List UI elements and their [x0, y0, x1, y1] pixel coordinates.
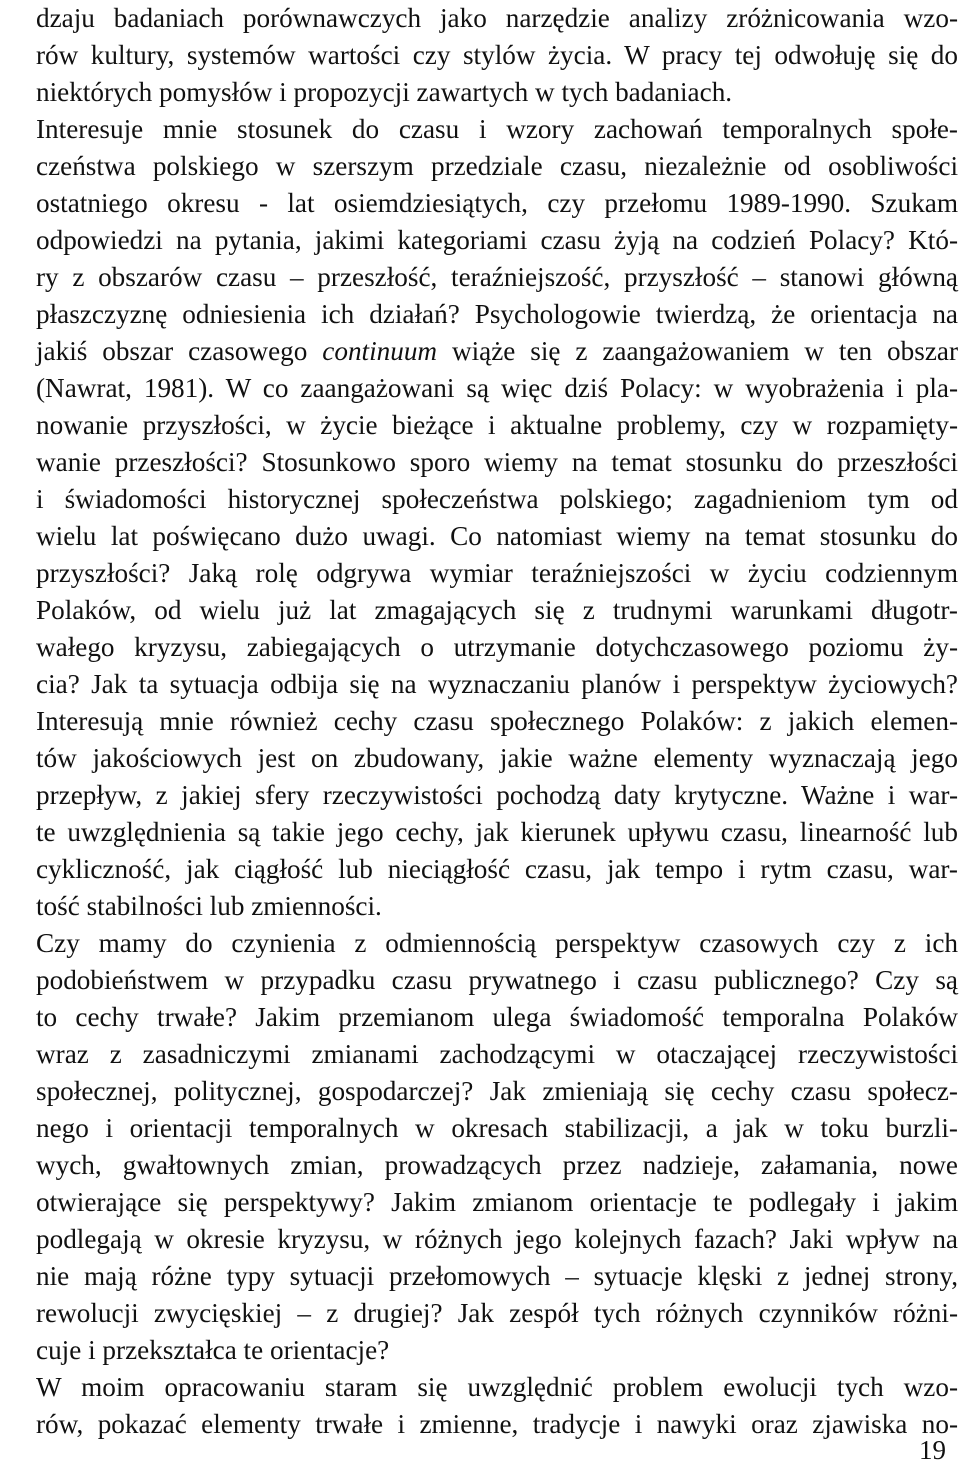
text-line: rów, pokazać elementy trwałe i zmienne, tradycje i nawyki oraz zjawiska no-: [36, 1409, 958, 1439]
body-text: [36, 0, 958, 1443]
text-line: dzaju badaniach porównawczych jako narzędzie analizy zróżnicowania wzo-: [36, 3, 958, 33]
text-line: społecznej, politycznej, gospodarczej? Jak zmieniają się cechy czasu społecz-: [36, 1076, 958, 1106]
text-line: Polaków, od wielu już lat zmagających się z trudnymi warunkami długotr-: [36, 595, 958, 625]
text-line: podlegają w okresie kryzysu, w różnych jego kolejnych fazach? Jaki wpływ na: [36, 1224, 958, 1254]
text-line: rów kultury, systemów wartości czy stylów życia. W pracy tej odwołuję się do: [36, 40, 958, 70]
text-line: podobieństwem w przypadku czasu prywatnego i czasu publicznego? Czy są: [36, 965, 958, 995]
text-line: to cechy trwałe? Jakim przemianom ulega świadomość temporalna Polaków: [36, 1002, 958, 1032]
text-line: Interesuje mnie stosunek do czasu i wzory zachowań temporalnych społe-: [36, 114, 958, 144]
text-line: wielu lat poświęcano dużo uwagi. Co natomiast wiemy na temat stosunku do: [36, 521, 958, 551]
text-line: wanie przeszłości? Stosunkowo sporo wiemy na temat stosunku do przeszłości: [36, 447, 958, 477]
text-line: nowanie przyszłości, w życie bieżące i aktualne problemy, czy w rozpamięty-: [36, 410, 958, 440]
text-line: cia? Jak ta sytuacja odbija się na wyznaczaniu planów i perspektyw życiowych?: [36, 669, 958, 699]
text-line: wraz z zasadniczymi zmianami zachodzącymi w otaczającej rzeczywistości: [36, 1039, 958, 1069]
text-line: rewolucji zwycięskiej – z drugiej? Jak zespół tych różnych czynników różni-: [36, 1298, 958, 1328]
text-line: nego i orientacji temporalnych w okresach stabilizacji, a jak w toku burzli-: [36, 1113, 958, 1143]
text-segment: jakiś obszar czasowego: [36, 336, 323, 366]
text-line: Interesują mnie również cechy czasu społecznego Polaków: z jakich elemen-: [36, 706, 958, 736]
text-line: wych, gwałtownych zmian, prowadzących przez nadzieje, załamania, nowe: [36, 1150, 958, 1180]
text-line: te uwzględnienia są takie jego cechy, jak kierunek upływu czasu, linearność lub: [36, 817, 958, 847]
text-line: odpowiedzi na pytania, jakimi kategoriami czasu żyją na codzień Polacy? Któ-: [36, 225, 958, 255]
text-line: [36, 333, 958, 370]
text-line: tość stabilności lub zmienności.: [36, 891, 382, 921]
text-line: cykliczność, jak ciągłość lub nieciągłość czasu, jak tempo i rytm czasu, war-: [36, 854, 958, 884]
text-line: nie mają różne typy sytuacji przełomowych – sytuacje klęski z jednej strony,: [36, 1261, 958, 1291]
text-line: przepływ, z jakiej sfery rzeczywistości pochodzą daty krytyczne. Ważne i war-: [36, 780, 958, 810]
text-line: ostatniego okresu - lat osiemdziesiątych, czy przełomu 1989-1990. Szukam: [36, 188, 958, 218]
text-line: W moim opracowaniu staram się uwzględnić problem ewolucji tych wzo-: [36, 1372, 958, 1402]
text-segment: wiąże się z zaangażowaniem w ten obszar: [437, 336, 959, 366]
text-line: przyszłości? Jaką rolę odgrywa wymiar teraźniejszości w życiu codziennym: [36, 558, 958, 588]
page-number: 19: [919, 1435, 946, 1465]
text-line: otwierające się perspektywy? Jakim zmianom orientacje te podlegały i jakim: [36, 1187, 958, 1217]
text-line: (Nawrat, 1981). W co zaangażowani są więc dziś Polacy: w wyobrażenia i pla-: [36, 373, 958, 403]
italic-term: continuum: [322, 336, 438, 366]
text-line: Czy mamy do czynienia z odmiennością perspektyw czasowych czy z ich: [36, 928, 958, 958]
text-line: czeństwa polskiego w szerszym przedziale czasu, niezależnie od osobliwości: [36, 151, 958, 181]
text-line: wałego kryzysu, zabiegających o utrzymanie dotychczasowego poziomu ży-: [36, 632, 958, 662]
text-line: ry z obszarów czasu – przeszłość, teraźniejszość, przyszłość – stanowi główną: [36, 262, 958, 292]
text-line: płaszczyznę odniesienia ich działań? Psychologowie twierdzą, że orientacja na: [36, 299, 958, 329]
text-line: tów jakościowych jest on zbudowany, jakie ważne elementy wyznaczają jego: [36, 743, 958, 773]
text-line: i świadomości historycznej społeczeństwa polskiego; zagadnieniom tym od: [36, 484, 958, 514]
text-line: niektórych pomysłów i propozycji zawartych w tych badaniach.: [36, 77, 733, 107]
text-line: cuje i przekształca te orientacje?: [36, 1335, 390, 1365]
